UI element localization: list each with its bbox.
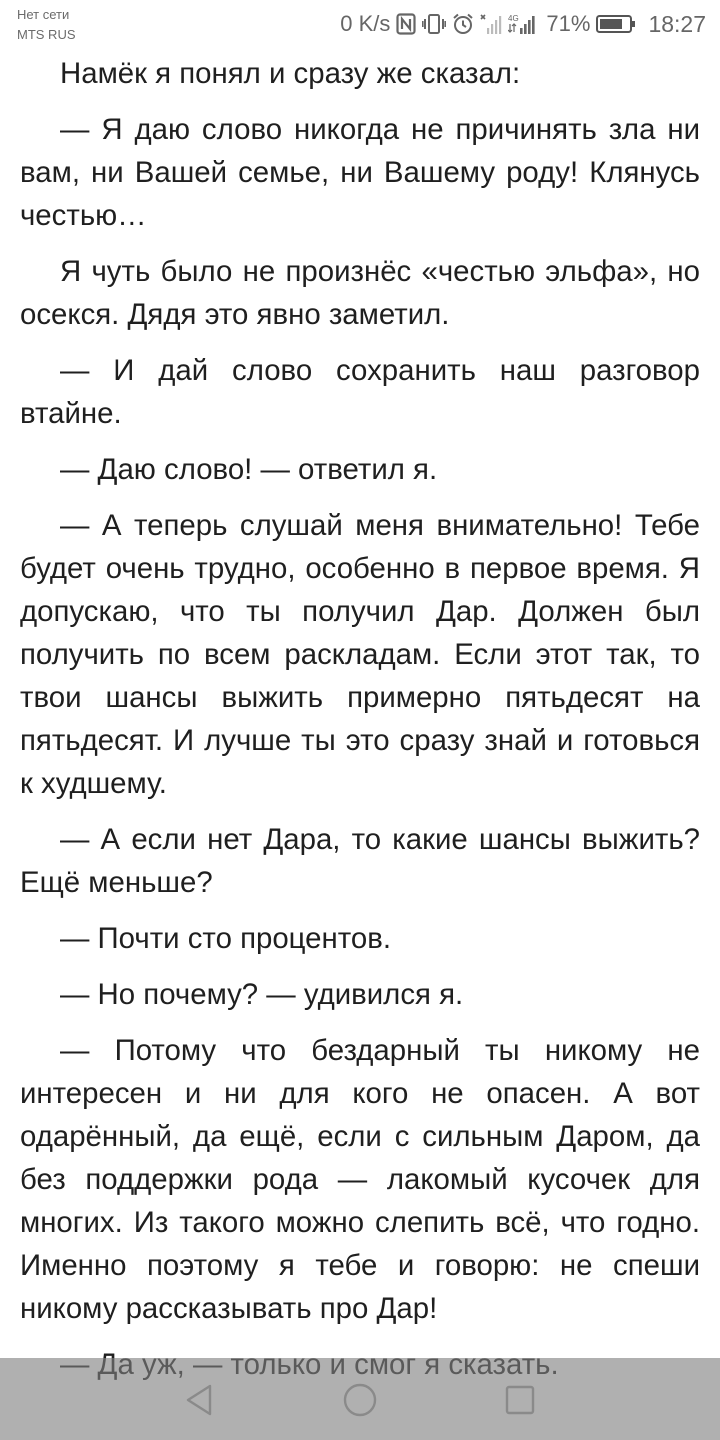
alarm-icon bbox=[452, 13, 474, 35]
network-status-label: Нет сети bbox=[17, 7, 70, 22]
paragraph: Я чуть было не произнёс «честью эльфа», но осекся. Дядя это явно заметил. bbox=[20, 255, 700, 331]
signal-4g-icon bbox=[508, 13, 538, 35]
home-icon[interactable] bbox=[340, 1380, 380, 1420]
carrier-info bbox=[17, 5, 76, 45]
paragraph: — Потому что бездарный ты никому не интересен и ни для кого не опасен. А вот одарённый, да ещё, если с сильным Даром, да без поддержки рода — лакомый кусочек для многих. Из такого можно слепить всё, что годно. Именно поэтому я тебе и говорю: не спеши никому рассказывать про Дар! bbox=[20, 1034, 700, 1325]
paragraph: — Даю слово! — ответил я. bbox=[60, 453, 438, 486]
svg-text:4G: 4G bbox=[508, 14, 520, 23]
navigation-bar bbox=[0, 1358, 720, 1440]
status-bar bbox=[0, 0, 720, 50]
paragraph: — Я даю слово никогда не причинять зла ни вам, ни Вашей семье, ни Вашему роду! Клянусь честью… bbox=[20, 113, 700, 232]
back-icon[interactable] bbox=[180, 1380, 220, 1420]
vibrate-icon bbox=[422, 13, 446, 35]
paragraph: — Почти сто процентов. bbox=[60, 922, 392, 955]
carrier-name-label: MTS RUS bbox=[17, 27, 76, 42]
paragraph: — А теперь слушай меня внимательно! Тебе будет очень трудно, особенно в первое время. Я допускаю, что ты получил Дар. Должен был получить по всем раскладам. Если этот так, то твои шансы выжить примерно пятьдесят на пятьдесят. И лучше ты это сразу знай и готовься к худшему. bbox=[20, 509, 700, 800]
network-speed-label: 0 K/s bbox=[340, 11, 391, 36]
status-indicators bbox=[340, 9, 706, 39]
wifi-off-icon bbox=[480, 13, 502, 35]
recent-apps-icon[interactable] bbox=[500, 1380, 540, 1420]
book-text bbox=[20, 52, 700, 1399]
battery-icon bbox=[596, 14, 636, 34]
paragraph: Намёк я понял и сразу же сказал: bbox=[60, 57, 521, 90]
paragraph: — А если нет Дара, то какие шансы выжить? Ещё меньше? bbox=[20, 823, 700, 899]
battery-percent-label: 71% bbox=[546, 11, 591, 36]
paragraph: — Но почему? — удивился я. bbox=[60, 978, 464, 1011]
clock-label: 18:27 bbox=[648, 10, 706, 37]
nfc-icon bbox=[396, 13, 416, 35]
paragraph: — И дай слово сохранить наш разговор втайне. bbox=[20, 354, 700, 430]
